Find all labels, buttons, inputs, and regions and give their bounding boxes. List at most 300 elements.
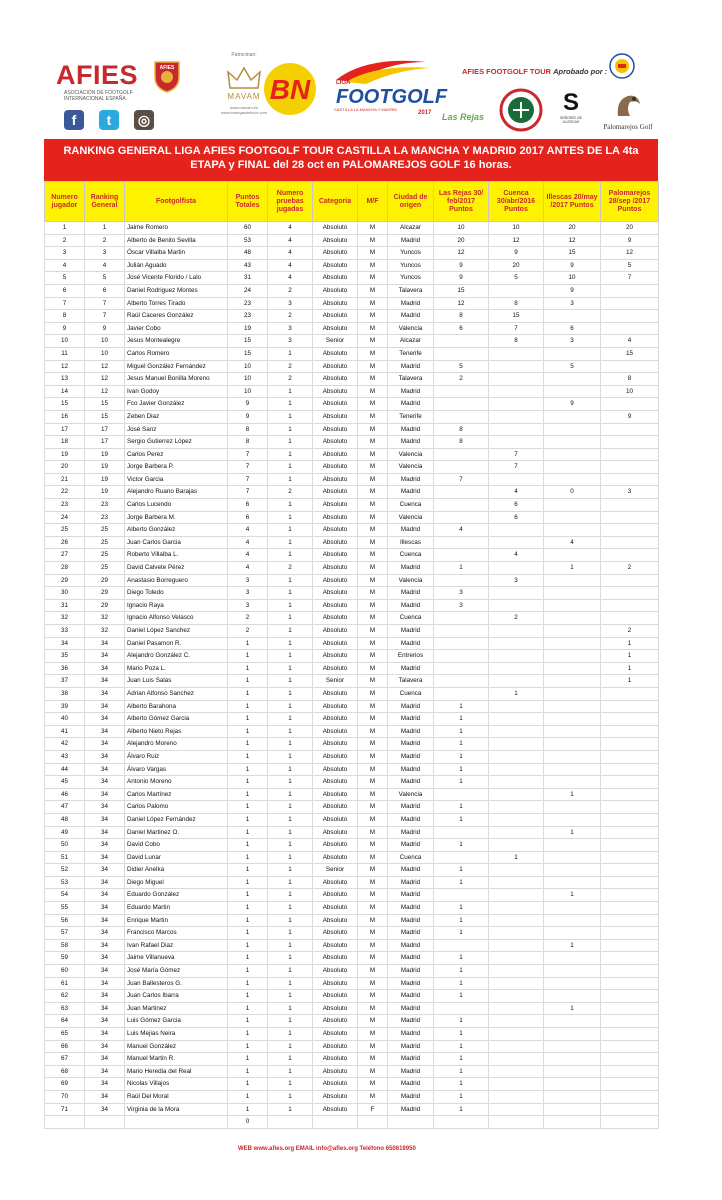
ranking-cell: 19 bbox=[85, 461, 125, 474]
illescas-points-cell: 1 bbox=[544, 939, 601, 952]
cuenca-points-cell bbox=[489, 725, 544, 738]
palomarejos-points-cell: 1 bbox=[601, 637, 659, 650]
total-points-cell: 1 bbox=[228, 939, 268, 952]
column-header: Cuenca 30/abr/2016 Puntos bbox=[489, 182, 544, 222]
ranking-cell: 34 bbox=[85, 965, 125, 978]
player-name-cell: Alberto de Benito Sevilla bbox=[125, 234, 228, 247]
ranking-cell: 34 bbox=[85, 839, 125, 852]
events-played-cell: 1 bbox=[268, 1065, 313, 1078]
illescas-points-cell bbox=[544, 675, 601, 688]
palomarejos-points-cell bbox=[601, 612, 659, 625]
column-header: Categoria bbox=[313, 182, 358, 222]
table-row bbox=[45, 1002, 659, 1015]
total-points-cell: 53 bbox=[228, 234, 268, 247]
cuenca-points-cell bbox=[489, 347, 544, 360]
city-cell: Madrid bbox=[388, 662, 434, 675]
total-points-cell: 1 bbox=[228, 738, 268, 751]
city-cell: Madrid bbox=[388, 952, 434, 965]
category-cell: Absoluto bbox=[313, 511, 358, 524]
city-cell: Cuenca bbox=[388, 499, 434, 512]
las-rejas-points-cell: 1 bbox=[434, 1040, 489, 1053]
cuenca-points-cell: 6 bbox=[489, 511, 544, 524]
illescas-points-cell bbox=[544, 700, 601, 713]
ranking-cell: 34 bbox=[85, 1028, 125, 1041]
category-cell: Absoluto bbox=[313, 347, 358, 360]
las-rejas-points-cell bbox=[434, 511, 489, 524]
player-name-cell: Raúl Caceres González bbox=[125, 310, 228, 323]
las-rejas-points-cell: 1 bbox=[434, 1090, 489, 1103]
ranking-cell: 19 bbox=[85, 486, 125, 499]
ranking-cell: 5 bbox=[85, 272, 125, 285]
events-played-cell: 2 bbox=[268, 562, 313, 575]
ranking-cell: 12 bbox=[85, 385, 125, 398]
category-cell: Absoluto bbox=[313, 549, 358, 562]
las-rejas-points-cell: 1 bbox=[434, 965, 489, 978]
las-rejas-points-cell bbox=[434, 675, 489, 688]
total-points-cell: 8 bbox=[228, 436, 268, 449]
total-points-cell: 1 bbox=[228, 990, 268, 1003]
city-cell: Yuncos bbox=[388, 272, 434, 285]
illescas-points-cell bbox=[544, 499, 601, 512]
table-row bbox=[45, 360, 659, 373]
events-played-cell: 1 bbox=[268, 511, 313, 524]
cuenca-points-cell bbox=[489, 902, 544, 915]
player-number-cell: 63 bbox=[45, 1002, 85, 1015]
ranking-cell: 34 bbox=[85, 914, 125, 927]
category-cell: Absoluto bbox=[313, 284, 358, 297]
city-cell: Alcazar bbox=[388, 335, 434, 348]
events-played-cell: 1 bbox=[268, 662, 313, 675]
category-cell: Absoluto bbox=[313, 499, 358, 512]
ranking-cell: 34 bbox=[85, 1002, 125, 1015]
cuenca-golf-logo bbox=[499, 88, 543, 132]
total-points-cell: 1 bbox=[228, 1040, 268, 1053]
cuenca-points-cell bbox=[489, 1103, 544, 1116]
ranking-cell: 10 bbox=[85, 347, 125, 360]
illescas-points-cell bbox=[544, 813, 601, 826]
palomarejos-points-cell: 1 bbox=[601, 662, 659, 675]
liga-year: 2017 bbox=[418, 110, 432, 116]
table-row bbox=[45, 322, 659, 335]
events-played-cell: 4 bbox=[268, 234, 313, 247]
gender-cell: M bbox=[358, 259, 388, 272]
table-row bbox=[45, 499, 659, 512]
category-cell: Absoluto bbox=[313, 725, 358, 738]
palomarejos-points-cell bbox=[601, 574, 659, 587]
events-played-cell: 1 bbox=[268, 801, 313, 814]
twitter-icon[interactable]: t bbox=[99, 110, 119, 130]
palomarejos-points-cell bbox=[601, 1015, 659, 1028]
ranking-cell: 34 bbox=[85, 977, 125, 990]
table-row bbox=[45, 889, 659, 902]
cuenca-points-cell bbox=[489, 700, 544, 713]
total-points-cell: 31 bbox=[228, 272, 268, 285]
city-cell: Madrid bbox=[388, 310, 434, 323]
palomarejos-points-cell bbox=[601, 1078, 659, 1091]
player-number-cell: 54 bbox=[45, 889, 85, 902]
las-rejas-points-cell: 7 bbox=[434, 473, 489, 486]
gender-cell: M bbox=[358, 247, 388, 260]
events-played-cell: 4 bbox=[268, 272, 313, 285]
events-played-cell: 1 bbox=[268, 939, 313, 952]
cuenca-points-cell bbox=[489, 599, 544, 612]
events-played-cell: 1 bbox=[268, 889, 313, 902]
category-cell: Senior bbox=[313, 675, 358, 688]
player-name-cell: Antonio Moreno bbox=[125, 776, 228, 789]
table-row bbox=[45, 473, 659, 486]
ranking-cell: 25 bbox=[85, 549, 125, 562]
palomarejos-points-cell bbox=[601, 700, 659, 713]
player-number-cell: 26 bbox=[45, 536, 85, 549]
ranking-cell: 34 bbox=[85, 750, 125, 763]
player-number-cell: 47 bbox=[45, 801, 85, 814]
table-row bbox=[45, 876, 659, 889]
category-cell: Absoluto bbox=[313, 1028, 358, 1041]
player-name-cell: Alberto Nieto Rejas bbox=[125, 725, 228, 738]
player-name-cell: Daniel López Fernández bbox=[125, 813, 228, 826]
las-rejas-points-cell bbox=[434, 549, 489, 562]
player-name-cell: Eduardo González bbox=[125, 889, 228, 902]
total-points-cell: 3 bbox=[228, 599, 268, 612]
city-cell: Madrid bbox=[388, 801, 434, 814]
gender-cell: M bbox=[358, 410, 388, 423]
total-points-cell: 1 bbox=[228, 952, 268, 965]
table-row bbox=[45, 1053, 659, 1066]
table-row bbox=[45, 650, 659, 663]
gender-cell: M bbox=[358, 461, 388, 474]
category-cell: Absoluto bbox=[313, 876, 358, 889]
cuenca-points-cell: 4 bbox=[489, 549, 544, 562]
las-rejas-points-cell: 3 bbox=[434, 599, 489, 612]
player-number-cell: 70 bbox=[45, 1090, 85, 1103]
player-name-cell: Didier Anelka bbox=[125, 864, 228, 877]
player-number-cell: 43 bbox=[45, 750, 85, 763]
events-played-cell: 1 bbox=[268, 788, 313, 801]
gender-cell: M bbox=[358, 700, 388, 713]
palomarejos-points-cell bbox=[601, 360, 659, 373]
category-cell: Absoluto bbox=[313, 687, 358, 700]
total-points-cell: 1 bbox=[228, 914, 268, 927]
gender-cell: M bbox=[358, 1078, 388, 1091]
player-name-cell: Diego Toledo bbox=[125, 587, 228, 600]
city-cell: Madrid bbox=[388, 864, 434, 877]
gender-cell: M bbox=[358, 612, 388, 625]
gender-cell: M bbox=[358, 1090, 388, 1103]
palomarejos-points-cell bbox=[601, 826, 659, 839]
ranking-cell: 19 bbox=[85, 473, 125, 486]
las-rejas-points-cell: 1 bbox=[434, 914, 489, 927]
total-points-cell: 8 bbox=[228, 423, 268, 436]
player-number-cell: 52 bbox=[45, 864, 85, 877]
table-row bbox=[45, 234, 659, 247]
total-points-cell: 1 bbox=[228, 1028, 268, 1041]
cuenca-points-cell: 10 bbox=[489, 222, 544, 235]
category-cell: Absoluto bbox=[313, 461, 358, 474]
total-points-cell: 1 bbox=[228, 776, 268, 789]
las-rejas-points-cell: 4 bbox=[434, 524, 489, 537]
table-row bbox=[45, 1090, 659, 1103]
palomarejos-points-cell bbox=[601, 284, 659, 297]
city-cell: Madrid bbox=[388, 423, 434, 436]
total-points-cell: 4 bbox=[228, 549, 268, 562]
illescas-points-cell bbox=[544, 587, 601, 600]
palomarejos-points-cell bbox=[601, 1053, 659, 1066]
cuenca-points-cell bbox=[489, 1002, 544, 1015]
illescas-points-cell: 1 bbox=[544, 562, 601, 575]
category-cell: Absoluto bbox=[313, 965, 358, 978]
illescas-points-cell bbox=[544, 436, 601, 449]
table-row bbox=[45, 511, 659, 524]
gender-cell: M bbox=[358, 876, 388, 889]
column-header: Numero pruebas jugadas bbox=[268, 182, 313, 222]
illescas-points-cell: 9 bbox=[544, 259, 601, 272]
cuenca-points-cell: 8 bbox=[489, 297, 544, 310]
cuenca-points-cell bbox=[489, 536, 544, 549]
cuenca-points-cell bbox=[489, 939, 544, 952]
player-number-cell: 3 bbox=[45, 247, 85, 260]
illescas-points-cell bbox=[544, 851, 601, 864]
player-name-cell: David Calvete Pérez bbox=[125, 562, 228, 575]
events-played-cell: 1 bbox=[268, 675, 313, 688]
table-row bbox=[45, 625, 659, 638]
city-cell: Madrid bbox=[388, 599, 434, 612]
palomarejos-points-cell: 15 bbox=[601, 347, 659, 360]
ranking-cell: 17 bbox=[85, 436, 125, 449]
senorio-label: SEÑORÍO DE ILLESCAS bbox=[560, 116, 582, 124]
events-played-cell: 1 bbox=[268, 927, 313, 940]
afies-subtitle: ASOCIACIÓN DE FOOTGOLF INTERNACIONAL ESPAÑA bbox=[64, 90, 133, 102]
total-points-cell: 1 bbox=[228, 637, 268, 650]
player-name-cell: Jaime Romero bbox=[125, 222, 228, 235]
category-cell: Absoluto bbox=[313, 322, 358, 335]
gender-cell: M bbox=[358, 839, 388, 852]
las-rejas-points-cell bbox=[434, 347, 489, 360]
events-played-cell: 1 bbox=[268, 1015, 313, 1028]
total-points-cell: 23 bbox=[228, 310, 268, 323]
las-rejas-points-cell: 12 bbox=[434, 297, 489, 310]
illescas-points-cell bbox=[544, 1040, 601, 1053]
ranking-cell: 34 bbox=[85, 675, 125, 688]
las-rejas-points-cell bbox=[434, 687, 489, 700]
las-rejas-points-cell: 10 bbox=[434, 222, 489, 235]
city-cell: Yuncos bbox=[388, 259, 434, 272]
player-name-cell: Victor Garcia bbox=[125, 473, 228, 486]
palomarejos-points-cell bbox=[601, 1002, 659, 1015]
total-points-cell: 6 bbox=[228, 511, 268, 524]
events-played-cell: 1 bbox=[268, 813, 313, 826]
player-number-cell: 34 bbox=[45, 637, 85, 650]
player-number-cell: 9 bbox=[45, 322, 85, 335]
instagram-icon[interactable]: ◎ bbox=[134, 110, 154, 130]
total-points-cell: 1 bbox=[228, 1015, 268, 1028]
las-rejas-points-cell bbox=[434, 939, 489, 952]
illescas-points-cell bbox=[544, 1116, 601, 1129]
palomarejos-points-cell bbox=[601, 536, 659, 549]
illescas-points-cell bbox=[544, 1028, 601, 1041]
las-rejas-points-cell: 1 bbox=[434, 813, 489, 826]
total-points-cell: 1 bbox=[228, 1090, 268, 1103]
cuenca-points-cell bbox=[489, 650, 544, 663]
city-cell: Madrid bbox=[388, 562, 434, 575]
events-played-cell: 1 bbox=[268, 587, 313, 600]
total-points-cell: 1 bbox=[228, 675, 268, 688]
city-cell: Madrid bbox=[388, 1053, 434, 1066]
player-name-cell: Fco Javier González bbox=[125, 398, 228, 411]
ranking-cell: 34 bbox=[85, 1090, 125, 1103]
palomarejos-points-cell: 20 bbox=[601, 222, 659, 235]
player-number-cell: 7 bbox=[45, 297, 85, 310]
city-cell: Madrid bbox=[388, 876, 434, 889]
palomarejos-points-cell bbox=[601, 738, 659, 751]
table-row bbox=[45, 826, 659, 839]
gender-cell: M bbox=[358, 813, 388, 826]
player-number-cell: 37 bbox=[45, 675, 85, 688]
gender-cell: M bbox=[358, 725, 388, 738]
illescas-points-cell bbox=[544, 738, 601, 751]
player-name-cell: Daniel Martinez O. bbox=[125, 826, 228, 839]
total-points-cell: 0 bbox=[228, 1116, 268, 1129]
gender-cell: M bbox=[358, 750, 388, 763]
las-rejas-points-cell: 20 bbox=[434, 234, 489, 247]
gender-cell: M bbox=[358, 851, 388, 864]
palomarejos-points-cell bbox=[601, 322, 659, 335]
total-points-cell: 1 bbox=[228, 1002, 268, 1015]
events-played-cell: 1 bbox=[268, 473, 313, 486]
cuenca-points-cell: 1 bbox=[489, 851, 544, 864]
ranking-cell: 34 bbox=[85, 801, 125, 814]
player-name-cell bbox=[125, 1116, 228, 1129]
events-played-cell: 3 bbox=[268, 322, 313, 335]
city-cell: Madrid bbox=[388, 473, 434, 486]
illescas-points-cell bbox=[544, 524, 601, 537]
category-cell: Absoluto bbox=[313, 889, 358, 902]
table-row bbox=[45, 259, 659, 272]
category-cell: Absoluto bbox=[313, 813, 358, 826]
city-cell: Madrid bbox=[388, 1040, 434, 1053]
category-cell: Absoluto bbox=[313, 259, 358, 272]
palomarejos-points-cell bbox=[601, 990, 659, 1003]
contact-footer: WEB www.afies.org EMAIL info@afies.org Teléfono 650619950 bbox=[238, 1146, 416, 1152]
player-name-cell: Daniel Pasamon R. bbox=[125, 637, 228, 650]
category-cell: Absoluto bbox=[313, 234, 358, 247]
illescas-points-cell bbox=[544, 725, 601, 738]
ranking-cell: 12 bbox=[85, 360, 125, 373]
column-header: Illescas 20/may /2017 Puntos bbox=[544, 182, 601, 222]
category-cell: Absoluto bbox=[313, 410, 358, 423]
total-points-cell: 4 bbox=[228, 562, 268, 575]
category-cell: Absoluto bbox=[313, 486, 358, 499]
illescas-points-cell bbox=[544, 599, 601, 612]
illescas-points-cell bbox=[544, 864, 601, 877]
category-cell: Absoluto bbox=[313, 788, 358, 801]
events-played-cell: 4 bbox=[268, 222, 313, 235]
table-row bbox=[45, 939, 659, 952]
illescas-points-cell bbox=[544, 902, 601, 915]
table-row bbox=[45, 725, 659, 738]
total-points-cell: 1 bbox=[228, 813, 268, 826]
gender-cell: M bbox=[358, 826, 388, 839]
illescas-points-cell bbox=[544, 965, 601, 978]
ranking-cell: 25 bbox=[85, 524, 125, 537]
player-name-cell: Raúl Del Moral bbox=[125, 1090, 228, 1103]
category-cell: Absoluto bbox=[313, 562, 358, 575]
events-played-cell: 1 bbox=[268, 750, 313, 763]
facebook-icon[interactable]: f bbox=[64, 110, 84, 130]
las-rejas-points-cell bbox=[434, 650, 489, 663]
palomarejos-points-cell bbox=[601, 965, 659, 978]
ranking-cell: 34 bbox=[85, 864, 125, 877]
category-cell: Senior bbox=[313, 335, 358, 348]
ranking-cell: 34 bbox=[85, 851, 125, 864]
table-row bbox=[45, 310, 659, 323]
las-rejas-points-cell: 1 bbox=[434, 1078, 489, 1091]
cuenca-points-cell bbox=[489, 889, 544, 902]
table-row bbox=[45, 347, 659, 360]
player-number-cell: 66 bbox=[45, 1040, 85, 1053]
player-name-cell: Mario Heredia del Real bbox=[125, 1065, 228, 1078]
player-name-cell: Ignacio Alfonso Velasco bbox=[125, 612, 228, 625]
city-cell: Madrid bbox=[388, 914, 434, 927]
ranking-cell: 4 bbox=[85, 259, 125, 272]
player-number-cell: 48 bbox=[45, 813, 85, 826]
player-number-cell: 13 bbox=[45, 373, 85, 386]
player-number-cell: 57 bbox=[45, 927, 85, 940]
illescas-points-cell: 6 bbox=[544, 322, 601, 335]
city-cell: Madrid bbox=[388, 1090, 434, 1103]
gender-cell: M bbox=[358, 864, 388, 877]
category-cell: Absoluto bbox=[313, 637, 358, 650]
illescas-points-cell: 3 bbox=[544, 297, 601, 310]
city-cell: Madrid bbox=[388, 1028, 434, 1041]
city-cell: Madrid bbox=[388, 637, 434, 650]
ranking-cell: 32 bbox=[85, 612, 125, 625]
cuenca-points-cell bbox=[489, 1078, 544, 1091]
table-row bbox=[45, 713, 659, 726]
player-number-cell: 58 bbox=[45, 939, 85, 952]
table-row bbox=[45, 524, 659, 537]
table-row bbox=[45, 1116, 659, 1129]
total-points-cell: 10 bbox=[228, 360, 268, 373]
gender-cell: M bbox=[358, 902, 388, 915]
player-name-cell: Alberto Torres Tirado bbox=[125, 297, 228, 310]
category-cell: Absoluto bbox=[313, 1078, 358, 1091]
las-rejas-points-cell bbox=[434, 851, 489, 864]
ranking-cell bbox=[85, 1116, 125, 1129]
player-name-cell: Alejandro González C. bbox=[125, 650, 228, 663]
category-cell: Absoluto bbox=[313, 990, 358, 1003]
category-cell: Absoluto bbox=[313, 662, 358, 675]
category-cell: Absoluto bbox=[313, 700, 358, 713]
cuenca-points-cell bbox=[489, 625, 544, 638]
ranking-cell: 34 bbox=[85, 776, 125, 789]
ranking-cell: 34 bbox=[85, 990, 125, 1003]
table-row bbox=[45, 423, 659, 436]
city-cell: Yuncos bbox=[388, 247, 434, 260]
table-row bbox=[45, 851, 659, 864]
total-points-cell: 1 bbox=[228, 1053, 268, 1066]
player-number-cell: 35 bbox=[45, 650, 85, 663]
cuenca-points-cell: 6 bbox=[489, 499, 544, 512]
palomarejos-points-cell bbox=[601, 524, 659, 537]
illescas-points-cell: 4 bbox=[544, 536, 601, 549]
illescas-points-cell: 1 bbox=[544, 788, 601, 801]
ranking-table bbox=[44, 181, 659, 1129]
events-played-cell: 1 bbox=[268, 990, 313, 1003]
table-row bbox=[45, 536, 659, 549]
illescas-points-cell bbox=[544, 385, 601, 398]
total-points-cell: 1 bbox=[228, 864, 268, 877]
total-points-cell: 1 bbox=[228, 700, 268, 713]
